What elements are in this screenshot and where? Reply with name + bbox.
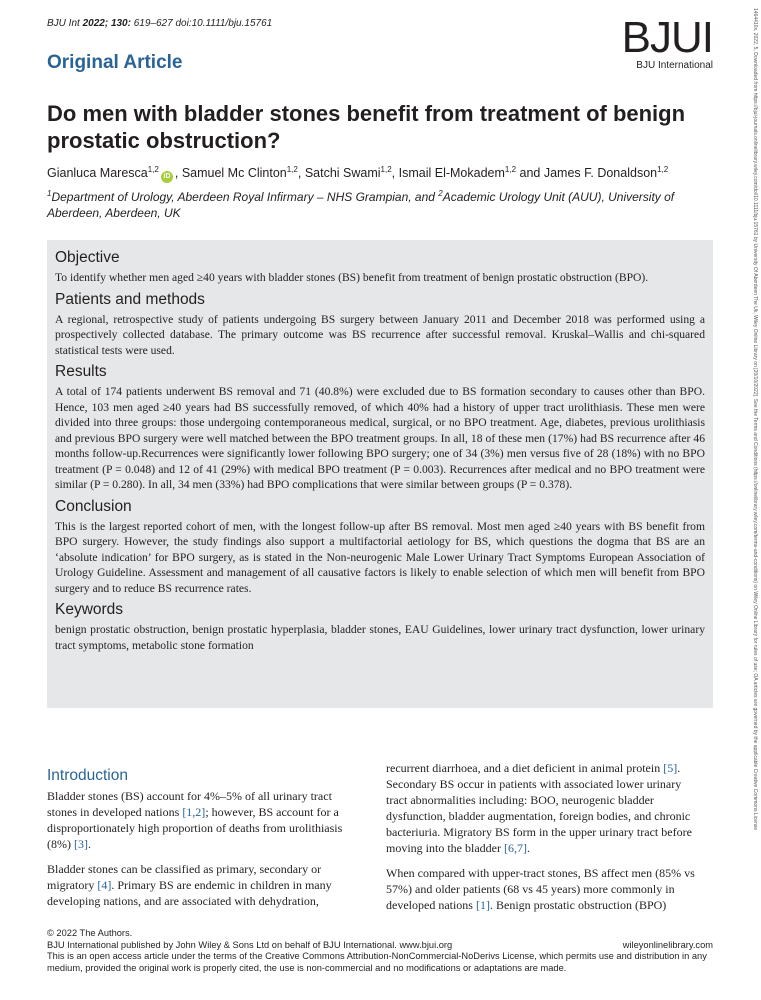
objective-heading: Objective <box>55 249 120 266</box>
author-separator: , <box>174 166 182 181</box>
author-name[interactable]: Satchi Swami <box>304 166 381 181</box>
orcid-icon[interactable]: iD <box>161 171 173 183</box>
citation-line <box>47 18 272 29</box>
body-paragraph <box>386 865 696 913</box>
results-heading: Results <box>55 363 107 380</box>
reference-link[interactable]: [1,2] <box>182 805 206 819</box>
conclusion-text: This is the largest reported cohort of men, with the longest follow-up after BS removal. Most men aged ≥40 years with BS benefit from BPO surgery. However, the study findings also support a multifactorial aetiology for BS, which questions the dogma that BS are an ‘absolute indication’ for BPO surgery, as is stated in the Non-neurogenic Male Lower Urinary Tract Symptoms European Association of Urology Guideline. Assessment and management of all causative factors is likely to enable selection of which men will benefit from BPO surgery and to reduce BS recurrence rates. <box>55 519 705 595</box>
publisher-line: BJU International published by John Wiley & Sons Ltd on behalf of BJU International. www.bjui.org <box>47 939 453 950</box>
paragraph-text: . <box>88 837 91 851</box>
paragraph-text: . Secondary BS occur in patients with associated lower urinary tract abnormalities including: BOO, neurogenic bladder dysfunction, bladder augmentation, foreign bodies, and chronic bacteriuria. Migratory BS form in the upper urinary tract before moving into the bladder <box>386 761 692 855</box>
author-affil-sup: 1,2 <box>286 165 298 174</box>
copyright: © 2022 The Authors. <box>47 928 133 938</box>
abstract-box <box>47 240 713 708</box>
reference-link[interactable]: [1] <box>475 898 490 912</box>
journal-year: 2022; <box>82 18 109 29</box>
affiliation-1: Department of Urology, Aberdeen Royal Infirmary – NHS Grampian, and <box>51 190 439 204</box>
affiliation-2: Academic Urology Unit (AUU), University of Aberdeen, Aberdeen, UK <box>47 190 675 220</box>
author-affil-sup: 1,2 <box>657 165 669 174</box>
keywords-heading: Keywords <box>55 601 124 618</box>
results-text: A total of 174 patients underwent BS removal and 71 (40.8%) were excluded due to BS formation secondary to causes other than BPO. Hence, 103 men aged ≥40 years had BS successfully removed, of which 40% had a history of upper tract urolithiasis. These men were divided into three groups: those undergoing contemporaneous medical, surgical, or no BPO treatment. Age, diabetes, previous urolithiasis and previous BPO surgery were well matched between the BPO treatment groups. In all, 18 of these men (17%) had BS recurrence after 46 months follow-up.Recurrences were significantly lower following BPO surgery; one of 34 (3%) men versus five of 28 (18%) with no BPO treatment (P = 0.048) and 12 of 41 (29%) with medical BPO treatment (P = 0.003). Recurrences after medical and no BPO treatment were similar (P = 0.280). In all, 34 men (33%) had BPO complications that were similar between groups (P = 0.378). <box>55 385 705 491</box>
reference-link[interactable]: [4] <box>97 878 112 892</box>
body-paragraph <box>386 760 696 856</box>
author-separator: , <box>391 166 399 181</box>
reference-link[interactable]: [5] <box>663 761 678 775</box>
reference-link[interactable]: [6,7] <box>503 841 527 855</box>
journal-name: BJU Int <box>47 18 80 29</box>
paragraph-text: ; however, BS account for a disproportionately high proportion of deaths from urolithiasis (8%) <box>47 805 343 851</box>
wiley-link[interactable]: wileyonlinelibrary.com <box>622 939 713 950</box>
paragraph-text: Bladder stones can be classified as primary, secondary or migratory <box>47 862 322 892</box>
pages-doi: 619–627 doi:10.1111/bju.15761 <box>133 18 273 29</box>
author-separator: and <box>516 166 544 181</box>
page-footer <box>47 928 713 974</box>
reference-link[interactable]: [3] <box>74 837 88 851</box>
methods-heading: Patients and methods <box>55 290 205 308</box>
author-affil-sup: 1,2 <box>147 165 159 174</box>
paragraph-text: When compared with upper-tract stones, BS affect men (85% vs 57%) and older patients (68 vs 45 years) more commonly in developed nations <box>386 866 695 912</box>
author-name[interactable]: Gianluca Maresca <box>47 166 148 181</box>
author-name[interactable]: Samuel Mc Clinton <box>181 166 287 181</box>
introduction-heading: Introduction <box>47 767 128 784</box>
download-notice <box>748 8 758 992</box>
paragraph-text: Bladder stones (BS) account for 4%–5% of all urinary tract stones in developed nations <box>47 789 332 819</box>
author-name[interactable]: Ismail El-Mokadem <box>398 166 505 181</box>
body-paragraph <box>47 861 357 909</box>
paragraph-text: recurrent diarrhoea, and a diet deficient in animal protein <box>386 761 664 775</box>
body-paragraph <box>47 788 357 852</box>
article-title: Do men with bladder stones benefit from treatment of benign prostatic obstruction? <box>47 101 686 153</box>
journal-logo <box>621 13 713 71</box>
keywords-text: benign prostatic obstruction, benign prostatic hyperplasia, bladder stones, EAU Guidelines, lower urinary tract dysfunction, lower urinary tract symptoms, metabolic stone formation <box>55 623 705 652</box>
license-text: This is an open access article under the terms of the Creative Commons Attribution-NonCommercial-NoDerivs License, which permits use and distribution in any medium, provided the original work is properly cited, the use is non-commercial and no modifications or adaptations are made. <box>47 951 707 973</box>
article-type: Original Article <box>47 52 183 73</box>
objective-text: To identify whether men aged ≥40 years with bladder stones (BS) benefit from treatment of benign prostatic obstruction (BPO). <box>55 271 649 284</box>
affil-sup-1: 1 <box>47 189 52 198</box>
author-name[interactable]: James F. Donaldson <box>543 166 658 181</box>
methods-text: A regional, retrospective study of patients undergoing BS surgery between January 2011 and December 2018 was performed using a prospectively collected database. The primary outcome was BS recurrence after successful removal. Kruskal–Wallis and chi-squared statistical tests were used. <box>55 312 705 357</box>
paragraph-text: . Primary BS are endemic in children in many developing nations, and are associated with dehydration, <box>47 878 332 908</box>
paragraph-text: . Benign prostatic obstruction (BPO) <box>489 898 667 912</box>
paragraph-text: . <box>526 841 530 855</box>
logo-subtext: BJU International <box>636 60 713 71</box>
body-column-right <box>386 760 696 922</box>
conclusion-heading: Conclusion <box>55 497 132 515</box>
author-affil-sup: 1,2 <box>504 165 517 174</box>
affil-sup-2: 2 <box>438 189 443 198</box>
affiliations <box>47 186 707 221</box>
author-list <box>47 165 668 183</box>
author-separator: , <box>297 166 305 181</box>
logo-text: BJUI <box>621 13 713 62</box>
author-affil-sup: 1,2 <box>380 165 392 174</box>
body-column-left <box>47 768 357 918</box>
journal-volume: 130: <box>110 18 131 29</box>
download-notice-text: 1464410x, 2022, 5, Downloaded from https://bjui-journals.onlinelibrary.wiley.com/doi/10.1111/bju.15761 by University Of Aberdeen The Uk, Wiley Online Library on [20/10/2022]. See the Terms and Conditions (https://onlinelibrary.wiley.com/terms-and-conditions) on Wiley Online Library for rules of use; OA articles are governed by the applicable Creative Commons License <box>752 8 758 831</box>
